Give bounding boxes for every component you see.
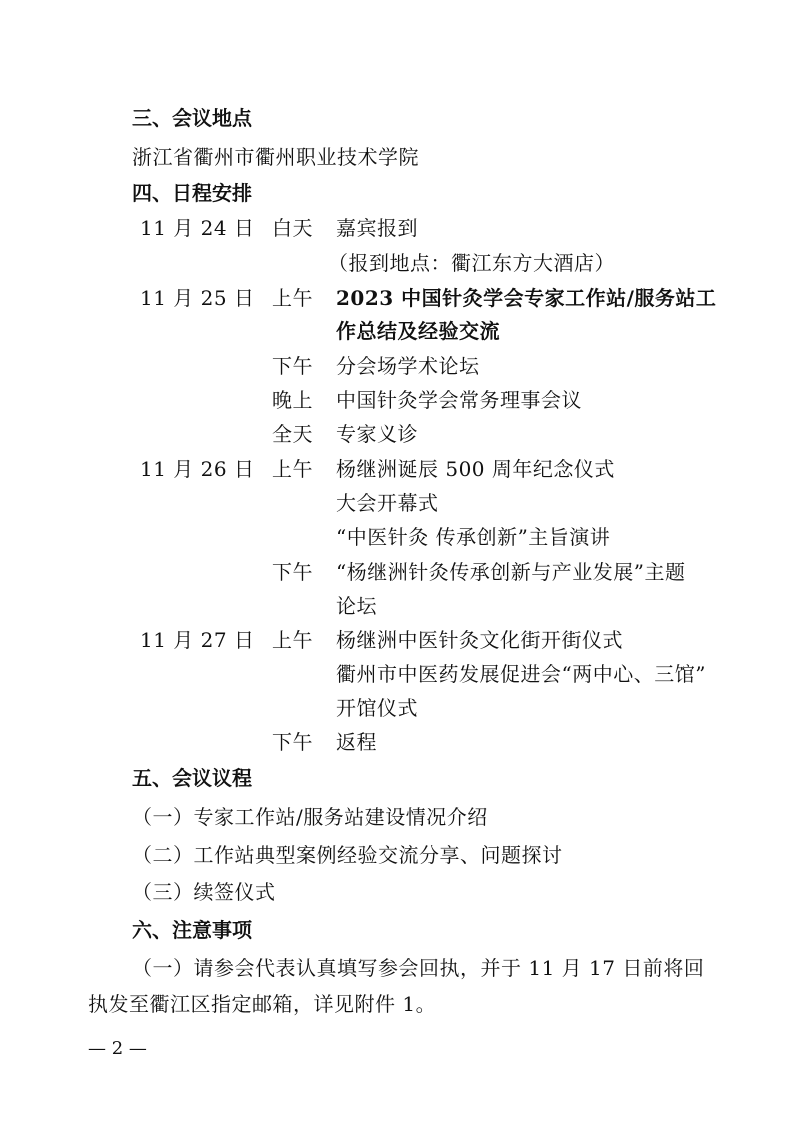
schedule-period-day4-afternoon: 下午 bbox=[272, 730, 313, 754]
schedule-event-day4-morning-2-line2: 开馆仪式 bbox=[336, 696, 418, 720]
agenda-item-1: （一）专家工作站/服务站建设情况介绍 bbox=[132, 805, 488, 829]
schedule-event-day3-morning-2: 大会开幕式 bbox=[336, 491, 439, 515]
agenda-item-2: （二）工作站典型案例经验交流分享、问题探讨 bbox=[132, 843, 563, 867]
notes-item-1-line2: 执发至衢江区指定邮箱，详见附件 1。 bbox=[88, 992, 437, 1016]
schedule-event-day2-morning-line2: 作总结及经验交流 bbox=[336, 319, 500, 343]
schedule-event-day2-evening: 中国针灸学会常务理事会议 bbox=[336, 388, 582, 412]
schedule-event-day3-afternoon-line1: “杨继洲针灸传承创新与产业发展”主题 bbox=[336, 560, 686, 584]
schedule-period-day2-evening: 晚上 bbox=[272, 388, 313, 412]
section-heading-venue: 三、会议地点 bbox=[132, 106, 252, 130]
schedule-event-day1: 嘉宾报到 bbox=[336, 216, 418, 240]
schedule-event-day3-morning-1: 杨继洲诞辰 500 周年纪念仪式 bbox=[336, 457, 615, 481]
schedule-date-day4: 11 月 27 日 bbox=[140, 628, 255, 652]
schedule-date-day1: 11 月 24 日 bbox=[140, 216, 255, 240]
page-number: — 2 — bbox=[88, 1038, 147, 1059]
section-heading-schedule: 四、日程安排 bbox=[132, 181, 252, 205]
notes-item-1-line1: （一）请参会代表认真填写参会回执，并于 11 月 17 日前将回 bbox=[132, 956, 705, 980]
schedule-period-day2-morning: 上午 bbox=[272, 286, 313, 310]
agenda-item-3: （三）续签仪式 bbox=[132, 880, 276, 904]
schedule-event-day4-morning-2-line1: 衢州市中医药发展促进会“两中心、三馆” bbox=[336, 662, 706, 686]
schedule-period-day4-morning: 上午 bbox=[272, 628, 313, 652]
venue-text: 浙江省衢州市衢州职业技术学院 bbox=[132, 145, 419, 169]
schedule-event-day2-morning-line1: 2023 中国针灸学会专家工作站/服务站工 bbox=[336, 286, 717, 310]
schedule-period-day3-afternoon: 下午 bbox=[272, 560, 313, 584]
schedule-period-day1: 白天 bbox=[272, 216, 313, 240]
section-heading-notes: 六、注意事项 bbox=[132, 918, 252, 942]
schedule-period-day2-afternoon: 下午 bbox=[272, 354, 313, 378]
schedule-event-day2-afternoon: 分会场学术论坛 bbox=[336, 354, 480, 378]
section-heading-agenda: 五、会议议程 bbox=[132, 766, 252, 790]
schedule-event-day3-morning-3: “中医针灸 传承创新”主旨演讲 bbox=[336, 525, 611, 549]
schedule-date-day3: 11 月 26 日 bbox=[140, 457, 255, 481]
schedule-period-day2-allday: 全天 bbox=[272, 422, 313, 446]
schedule-event-day3-afternoon-line2: 论坛 bbox=[336, 594, 377, 618]
schedule-event-day4-afternoon: 返程 bbox=[336, 730, 377, 754]
schedule-date-day2: 11 月 25 日 bbox=[140, 286, 255, 310]
schedule-event-day2-allday: 专家义诊 bbox=[336, 422, 418, 446]
schedule-period-day3-morning: 上午 bbox=[272, 457, 313, 481]
schedule-event-day4-morning-1: 杨继洲中医针灸文化街开街仪式 bbox=[336, 628, 623, 652]
schedule-note-day1: （报到地点：衢江东方大酒店） bbox=[328, 251, 615, 275]
